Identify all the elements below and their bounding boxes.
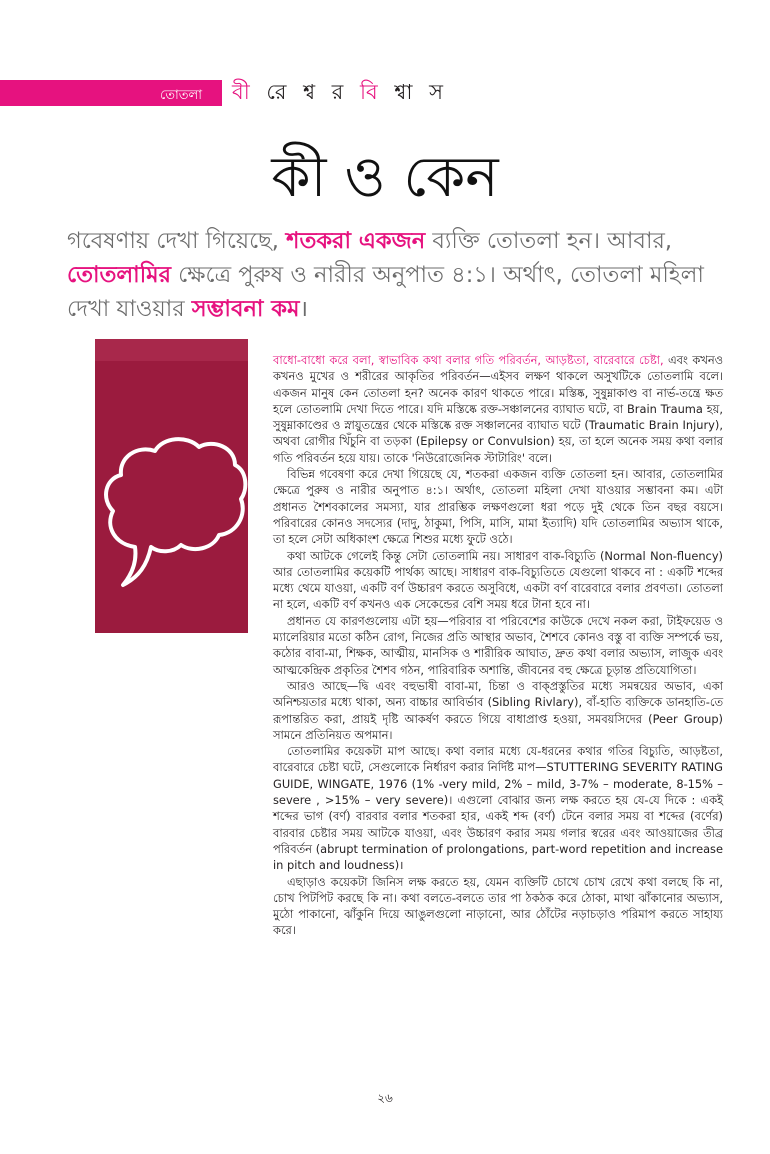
body-paragraph-3: কথা আটকে গেলেই কিন্তু সেটা তোতলামি নয়। সাধারণ বাক-বিচ্যুতি (Normal Non-fluency) আর তোতলামির কয়েকটি পার্থক্য আছে। সাধারণ বাক-বিচ্যুতিতে যেগুলো থাকবে না : একটি শব্দের মধ্যে থেমে যাওয়া, একটি বর্ণ উচ্চারণ করতে অসুবিধে, একটা বর্ণ বারেবারে বলার প্রবণতা। তোতলা না হলে, একটি বর্ণ কখনও এক সেকেন্ডের বেশি সময় ধরে টানা হবে না। [273,548,723,612]
body-paragraph-1 [273,352,723,466]
lead-text-3: ক্ষেত্রে পুরুষ ও নারীর অনুপাত ৪:১। অর্থাৎ, তোতলা মহিলা দেখা যাওয়ার [67,262,704,322]
lead-text-1: গবেষণায় দেখা গিয়েছে, [67,228,287,254]
author-part-2: শ্বা স [382,80,449,104]
lead-highlight-3: সম্ভাবনা কম [191,296,300,322]
body-paragraph-1-text: এবং কখনও কখনও মুখের ও শরীরের আকৃতির পরিবর্তন—এইসব লক্ষণ থাকলে অসুখটিকে তোতলামি বলে। একজন মানুষ কেন তোতলা হন? অনেক কারণ থাকতে পারে। মস্তিষ্ক, সুষুম্নাকাণ্ড বা নার্ভ-তন্ত্রে ক্ষত হলে তোতলামি দেখা দিতে পারে। যদি মস্তিষ্কে রক্ত-সঞ্চালনের ব্যাঘাত ঘটে, বা Brain Trauma হয়, সুষুম্নাকাণ্ডের ও স্নায়ুতন্ত্রের থেকে মস্তিষ্কে রক্ত সঞ্চালনের ব্যাঘাত ঘটে (Traumatic Brain Injury), অথবা রোগীর খিঁচুনি বা তড়কা (Epilepsy or Convulsion) হয়, তা হলে অনেক সময় কথা বলার গতি পরিবর্তন হয়ে যায়। তাকে 'নিউরোজেনিক স্টাটারিং' বলে। [273,353,723,465]
author-part-1: রে শ্ব র [254,80,361,104]
body-paragraph-4: প্রধানত যে কারণগুলোয় এটা হয়—পরিবার বা পরিবেশের কাউকে দেখে নকল করা, টাইফয়েড ও ম্যালেরিয়ার মতো কঠিন রোগ, নিজের প্রতি আস্থার অভাব, শৈশবে কোনও বস্তু বা ব্যক্তি সম্পর্কে ভয়, কঠোর বাবা-মা, শিক্ষক, আত্মীয়, মানসিক ও শারীরিক আঘাত, দ্রুত কথা বলার অভ্যাস, লাজুক এবং আত্মকেন্দ্রিক প্রকৃতির শৈশব গঠন, পারিবারিক অশান্তি, জীবনের বহু ক্ষেত্রে চূড়ান্ত প্রতিযোগিতা। [273,613,723,677]
lead-paragraph [67,224,727,326]
author-name [232,76,448,111]
body-highlight: বাধো-বাধো করে বলা, স্বাভাবিক কথা বলার গতি পরিবর্তন, আড়ষ্টতা, বারেবারে চেষ্টা, [273,353,664,367]
lead-text-2: ব্যক্তি তোতলা হন। আবার, [425,228,672,254]
lead-highlight-1: শতকরা একজন [286,228,426,254]
lead-text-4: । [299,296,309,322]
page-number: ২৬ [377,1091,393,1105]
body-paragraph-6: তোতলামির কয়েকটা মাপ আছে। কথা বলার মধ্যে যে-ধরনের কথার গতির বিচ্যুতি, আড়ষ্টতা, বারেবারে চেষ্টা ঘটে, সেগুলোকে নির্ধারণ করার নির্দিষ্ট মাপ—STUTTERING SEVERITY RATING GUIDE, WINGATE, 1976 (1% -very mild, 2% – mild, 3-7% – moderate, 8-15% – severe , >15% – very severe)। এগুলো বোঝার জন্য লক্ষ করতে হয় যে-যে দিকে : একই শব্দের ভাগ (বর্ণ) বারবার বলার শতকরা হার, একই শব্দ (বর্ণ) টেনে বলার সময় বা শব্দের (বর্ণের) বারবার চেষ্টার সময় আটকে যাওয়া, এবং উচ্চারণ করার সময় গলার স্বরের এবং আওয়াজের তীব্র পরিবর্তন (abrupt termination of prolongations, part-word repetition and increase in pitch and loudness)। [273,744,723,873]
author-initial-1: বী [232,80,255,104]
article-body [273,352,723,939]
author-initial-2: বি [360,80,383,104]
article-title: কী ও কেন [271,145,499,210]
body-paragraph-7: এছাড়াও কয়েকটা জিনিস লক্ষ করতে হয়, যেমন ব্যক্তিটি চোখে চোখ রেখে কথা বলছে কি না, চোখ পিটপিট করছে কি না। কথা বলতে-বলতে তার পা ঠকঠক করে ঠোকা, মাথা ঝাঁকানোর অভ্যাস, মুঠো পাকানো, ঝাঁকুনি দিয়ে আঙুলগুলো নাড়ানো, আর ঠোঁটের নড়াচড়াও পরিমাপ করতে সাহায্য করে। [273,874,723,938]
section-label: তোতলা [160,88,203,103]
lead-highlight-2: তোতলামির [67,262,172,288]
speech-bubble-illustration [95,339,248,633]
body-paragraph-5: আরও আছে—দ্বি এবং বহুভাষী বাবা-মা, চিন্তা ও বাক্প্রস্তুতির মধ্যে সমন্বয়ের অভাব, একা অনিশ্চয়তার মধ্যে থাকা, অন্য বাচ্চার আবির্ভাব (Sibling Rivlary), বাঁ-হাতি ব্যক্তিকে ডানহাতি-তে রূপান্তরিত করা, প্রায়ই দৃষ্টি আকর্ষণ করতে গিয়ে বাধাপ্রাপ্ত হওয়া, সমবয়সিদের (Peer Group) সামনে প্রতিনিয়ত অপমান। [273,678,723,742]
speech-bubble-icon [95,339,248,633]
body-paragraph-2: বিভিন্ন গবেষণা করে দেখা গিয়েছে যে, শতকরা একজন ব্যক্তি তোতলা হন। আবার, তোতলামির ক্ষেত্রে পুরুষ ও নারীর অনুপাত ৪:১। অর্থাৎ, তোতলা মহিলা দেখা যাওয়ার সম্ভাবনা কম। এটা প্রধানত শৈশবকালের সমস্যা, যার প্রারম্ভিক লক্ষণগুলো ধরা পড়ে দুই থেকে তিন বছর বয়সে। পরিবারের কোনও সদস্যের (দাদু, ঠাকুমা, পিসি, মাসি, মামা ইত্যাদি) যদি তোতলামির অভ্যাস থাকে, তা হলে সেটা অধিকাংশ ক্ষেত্রে শিশুর মধ্যে ফুটে ওঠে। [273,467,723,547]
